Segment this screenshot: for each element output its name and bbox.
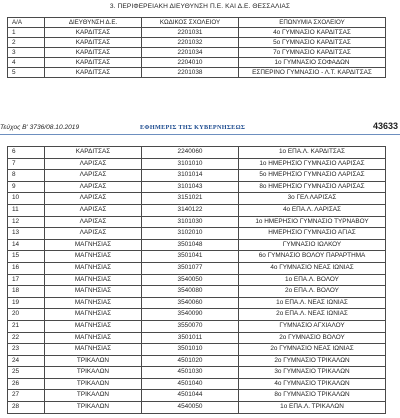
row-number-cell: 17 (8, 274, 45, 286)
row-number-cell: 9 (8, 181, 45, 193)
row-number-cell: 3 (8, 48, 45, 58)
school-code-cell: 3501010 (142, 344, 239, 356)
section-title: 3. ΠΕΡΙΦΕΡΕΙΑΚΗ ΔΙΕΥΘΥΝΣΗ Π.Ε. ΚΑΙ Δ.Ε. ΘΕΣΣΑΛΙΑΣ (109, 3, 291, 10)
school-name-cell: 8ο ΓΥΜΝΑΣΙΟ ΤΡΙΚΑΛΩΝ (239, 390, 386, 402)
school-name-cell: 4ο ΓΥΜΝΑΣΙΟ ΝΕΑΣ ΙΩΝΙΑΣ (239, 262, 386, 274)
row-number-cell: 27 (8, 390, 45, 402)
row-number-cell: 13 (8, 228, 45, 240)
school-name-cell: ΗΜΕΡΗΣΙΟ ΓΥΜΝΑΣΙΟ ΑΓΙΑΣ (239, 228, 386, 240)
row-number-cell: 10 (8, 193, 45, 205)
directorate-cell: ΚΑΡΔΙΤΣΑΣ (45, 48, 142, 58)
school-code-cell: 2201031 (142, 28, 239, 38)
table-row (8, 147, 386, 159)
table-row (8, 170, 386, 182)
school-code-cell: 3501011 (142, 332, 239, 344)
school-code-cell: 4501040 (142, 378, 239, 390)
directorate-cell: ΛΑΡΙΣΑΣ (45, 170, 142, 182)
school-code-cell: 2201038 (142, 68, 239, 78)
table-row (8, 378, 386, 390)
school-code-cell: 4501020 (142, 355, 239, 367)
school-name-cell: 1ο ΕΠΑ.Λ. ΚΑΡΔΙΤΣΑΣ (239, 147, 386, 159)
row-number-cell: Α/Α (8, 18, 45, 28)
directorate-cell: ΚΑΡΔΙΤΣΑΣ (45, 28, 142, 38)
directorate-cell: ΚΑΡΔΙΤΣΑΣ (45, 58, 142, 68)
directorate-cell: ΛΑΡΙΣΑΣ (45, 228, 142, 240)
school-code-cell: 2240060 (142, 147, 239, 159)
school-code-cell: 2204010 (142, 58, 239, 68)
row-number-cell: 22 (8, 332, 45, 344)
table-row (8, 216, 386, 228)
issue-reference: Τεύχος Β' 3736/08.10.2019 (0, 124, 80, 131)
directorate-cell: ΛΑΡΙΣΑΣ (45, 204, 142, 216)
gazette-running-header (0, 121, 400, 135)
row-number-cell: 20 (8, 309, 45, 321)
directorate-cell: ΜΑΓΝΗΣΙΑΣ (45, 320, 142, 332)
school-code-cell: 3151021 (142, 193, 239, 205)
table-row (8, 158, 386, 170)
directorate-cell: ΛΑΡΙΣΑΣ (45, 216, 142, 228)
row-number-cell: 19 (8, 297, 45, 309)
school-code-cell: 3540060 (142, 297, 239, 309)
row-number-cell: 6 (8, 147, 45, 159)
row-number-cell: 12 (8, 216, 45, 228)
school-name-cell: 1ο ΓΥΜΝΑΣΙΟ ΣΟΦΑΔΩΝ (239, 58, 386, 68)
school-name-cell: 5ο ΓΥΜΝΑΣΙΟ ΚΑΡΔΙΤΣΑΣ (239, 38, 386, 48)
directorate-cell: ΤΡΙΚΑΛΩΝ (45, 378, 142, 390)
school-name-cell: 1ο ΗΜΕΡΗΣΙΟ ΓΥΜΝΑΣΙΟ ΤΥΡΝΑΒΟΥ (239, 216, 386, 228)
school-code-cell: 3101043 (142, 181, 239, 193)
directorate-cell: ΜΑΓΝΗΣΙΑΣ (45, 286, 142, 298)
table-row (8, 228, 386, 240)
school-name-cell: ΓΥΜΝΑΣΙΟ ΙΩΛΚΟΥ (239, 239, 386, 251)
school-name-cell: ΓΥΜΝΑΣΙΟ ΑΓΧΙΑΛΟΥ (239, 320, 386, 332)
table-row (8, 344, 386, 356)
directorate-cell: ΜΑΓΝΗΣΙΑΣ (45, 344, 142, 356)
row-number-cell: 28 (8, 402, 45, 414)
directorate-cell: ΔΙΕΥΘΥΝΣΗ Δ.Ε. (45, 18, 142, 28)
directorate-cell: ΜΑΓΝΗΣΙΑΣ (45, 309, 142, 321)
directorate-cell: ΜΑΓΝΗΣΙΑΣ (45, 251, 142, 263)
table-header-row (8, 18, 386, 28)
table-row (8, 402, 386, 414)
school-code-cell: 3140122 (142, 204, 239, 216)
school-name-cell: 3ο ΓΥΜΝΑΣΙΟ ΤΡΙΚΑΛΩΝ (239, 367, 386, 379)
table-row (8, 239, 386, 251)
directorate-cell: ΤΡΙΚΑΛΩΝ (45, 355, 142, 367)
school-code-cell: 3501077 (142, 262, 239, 274)
row-number-cell: 26 (8, 378, 45, 390)
table-row (8, 181, 386, 193)
directorate-cell: ΚΑΡΔΙΤΣΑΣ (45, 147, 142, 159)
school-code-cell: 3540080 (142, 286, 239, 298)
school-name-cell: 2ο ΓΥΜΝΑΣΙΟ ΒΟΛΟΥ (239, 332, 386, 344)
school-code-cell: 3101030 (142, 216, 239, 228)
table-row (8, 320, 386, 332)
row-number-cell: 24 (8, 355, 45, 367)
school-code-cell: 3550070 (142, 320, 239, 332)
school-code-cell: 2201032 (142, 38, 239, 48)
table-row (8, 390, 386, 402)
table-row (8, 204, 386, 216)
school-code-cell: ΚΩΔΙΚΟΣ ΣΧΟΛΕΙΟΥ (142, 18, 239, 28)
table-row (8, 332, 386, 344)
table-row (8, 68, 386, 78)
school-code-cell: 3540090 (142, 309, 239, 321)
table-row (8, 274, 386, 286)
school-name-cell: ΕΠΩΝΥΜΙΑ ΣΧΟΛΕΙΟΥ (239, 18, 386, 28)
page-number: 43633 (372, 121, 398, 131)
school-name-cell: 7ο ΓΥΜΝΑΣΙΟ ΚΑΡΔΙΤΣΑΣ (239, 48, 386, 58)
school-name-cell: 6ο ΓΥΜΝΑΣΙΟ ΒΟΛΟΥ ΠΑΡΑΡΤΗΜΑ (239, 251, 386, 263)
row-number-cell: 4 (8, 58, 45, 68)
row-number-cell: 5 (8, 68, 45, 78)
directorate-cell: ΚΑΡΔΙΤΣΑΣ (45, 68, 142, 78)
school-name-cell: 3ο ΓΕΛ ΛΑΡΙΣΑΣ (239, 193, 386, 205)
directorate-cell: ΜΑΓΝΗΣΙΑΣ (45, 297, 142, 309)
row-number-cell: 2 (8, 38, 45, 48)
gazette-name: ΕΦΗΜΕΡΙΣ ΤΗΣ ΚΥΒΕΡΝΗΣΕΩΣ (140, 124, 246, 131)
table-row (8, 367, 386, 379)
table-row (8, 251, 386, 263)
directorate-cell: ΜΑΓΝΗΣΙΑΣ (45, 274, 142, 286)
school-code-cell: 3102010 (142, 228, 239, 240)
school-code-cell: 4540050 (142, 402, 239, 414)
schools-table-part-1 (7, 17, 386, 78)
row-number-cell: 1 (8, 28, 45, 38)
school-code-cell: 4501044 (142, 390, 239, 402)
school-name-cell: 4ο ΓΥΜΝΑΣΙΟ ΤΡΙΚΑΛΩΝ (239, 378, 386, 390)
school-code-cell: 2201034 (142, 48, 239, 58)
row-number-cell: 14 (8, 239, 45, 251)
school-code-cell: 4501030 (142, 367, 239, 379)
school-code-cell: 3540050 (142, 274, 239, 286)
row-number-cell: 21 (8, 320, 45, 332)
table-row (8, 309, 386, 321)
row-number-cell: 8 (8, 170, 45, 182)
table-row (8, 297, 386, 309)
school-name-cell: 4ο ΓΥΜΝΑΣΙΟ ΚΑΡΔΙΤΣΑΣ (239, 28, 386, 38)
table-row (8, 38, 386, 48)
school-name-cell: 2ο ΕΠΑ.Λ. ΝΕΑΣ ΙΩΝΙΑΣ (239, 309, 386, 321)
table-row (8, 193, 386, 205)
school-code-cell: 3101014 (142, 170, 239, 182)
directorate-cell: ΜΑΓΝΗΣΙΑΣ (45, 332, 142, 344)
directorate-cell: ΚΑΡΔΙΤΣΑΣ (45, 38, 142, 48)
row-number-cell: 23 (8, 344, 45, 356)
directorate-cell: ΛΑΡΙΣΑΣ (45, 193, 142, 205)
row-number-cell: 25 (8, 367, 45, 379)
school-name-cell: ΕΣΠΕΡΙΝΟ ΓΥΜΝΑΣΙΟ - Λ.Τ. ΚΑΡΔΙΤΣΑΣ (239, 68, 386, 78)
table-row (8, 262, 386, 274)
school-name-cell: 8ο ΗΜΕΡΗΣΙΟ ΓΥΜΝΑΣΙΟ ΛΑΡΙΣΑΣ (239, 181, 386, 193)
school-code-cell: 3101010 (142, 158, 239, 170)
directorate-cell: ΜΑΓΝΗΣΙΑΣ (45, 262, 142, 274)
directorate-cell: ΤΡΙΚΑΛΩΝ (45, 390, 142, 402)
directorate-cell: ΤΡΙΚΑΛΩΝ (45, 367, 142, 379)
row-number-cell: 7 (8, 158, 45, 170)
row-number-cell: 11 (8, 204, 45, 216)
table-row (8, 355, 386, 367)
row-number-cell: 16 (8, 262, 45, 274)
table-row (8, 28, 386, 38)
school-name-cell: 2ο ΓΥΜΝΑΣΙΟ ΝΕΑΣ ΙΩΝΙΑΣ (239, 344, 386, 356)
school-name-cell: 1ο ΕΠΑ.Λ. ΒΟΛΟΥ (239, 274, 386, 286)
directorate-cell: ΜΑΓΝΗΣΙΑΣ (45, 239, 142, 251)
row-number-cell: 15 (8, 251, 45, 263)
school-name-cell: 4ο ΕΠΑ.Λ. ΛΑΡΙΣΑΣ (239, 204, 386, 216)
table-row (8, 58, 386, 68)
row-number-cell: 18 (8, 286, 45, 298)
header-rule (0, 134, 400, 135)
school-name-cell: 2ο ΕΠΑ.Λ. ΒΟΛΟΥ (239, 286, 386, 298)
school-name-cell: 1ο ΕΠΑ.Λ. ΤΡΙΚΑΛΩΝ (239, 402, 386, 414)
school-name-cell: 2ο ΓΥΜΝΑΣΙΟ ΤΡΙΚΑΛΩΝ (239, 355, 386, 367)
table-row (8, 48, 386, 58)
directorate-cell: ΛΑΡΙΣΑΣ (45, 158, 142, 170)
school-code-cell: 3501041 (142, 251, 239, 263)
school-code-cell: 3501048 (142, 239, 239, 251)
school-name-cell: 5ο ΗΜΕΡΗΣΙΟ ΓΥΜΝΑΣΙΟ ΛΑΡΙΣΑΣ (239, 170, 386, 182)
table-row (8, 286, 386, 298)
directorate-cell: ΤΡΙΚΑΛΩΝ (45, 402, 142, 414)
school-name-cell: 1ο ΗΜΕΡΗΣΙΟ ΓΥΜΝΑΣΙΟ ΛΑΡΙΣΑΣ (239, 158, 386, 170)
schools-table-part-2 (7, 146, 386, 414)
directorate-cell: ΛΑΡΙΣΑΣ (45, 181, 142, 193)
school-name-cell: 1ο ΕΠΑ.Λ. ΝΕΑΣ ΙΩΝΙΑΣ (239, 297, 386, 309)
